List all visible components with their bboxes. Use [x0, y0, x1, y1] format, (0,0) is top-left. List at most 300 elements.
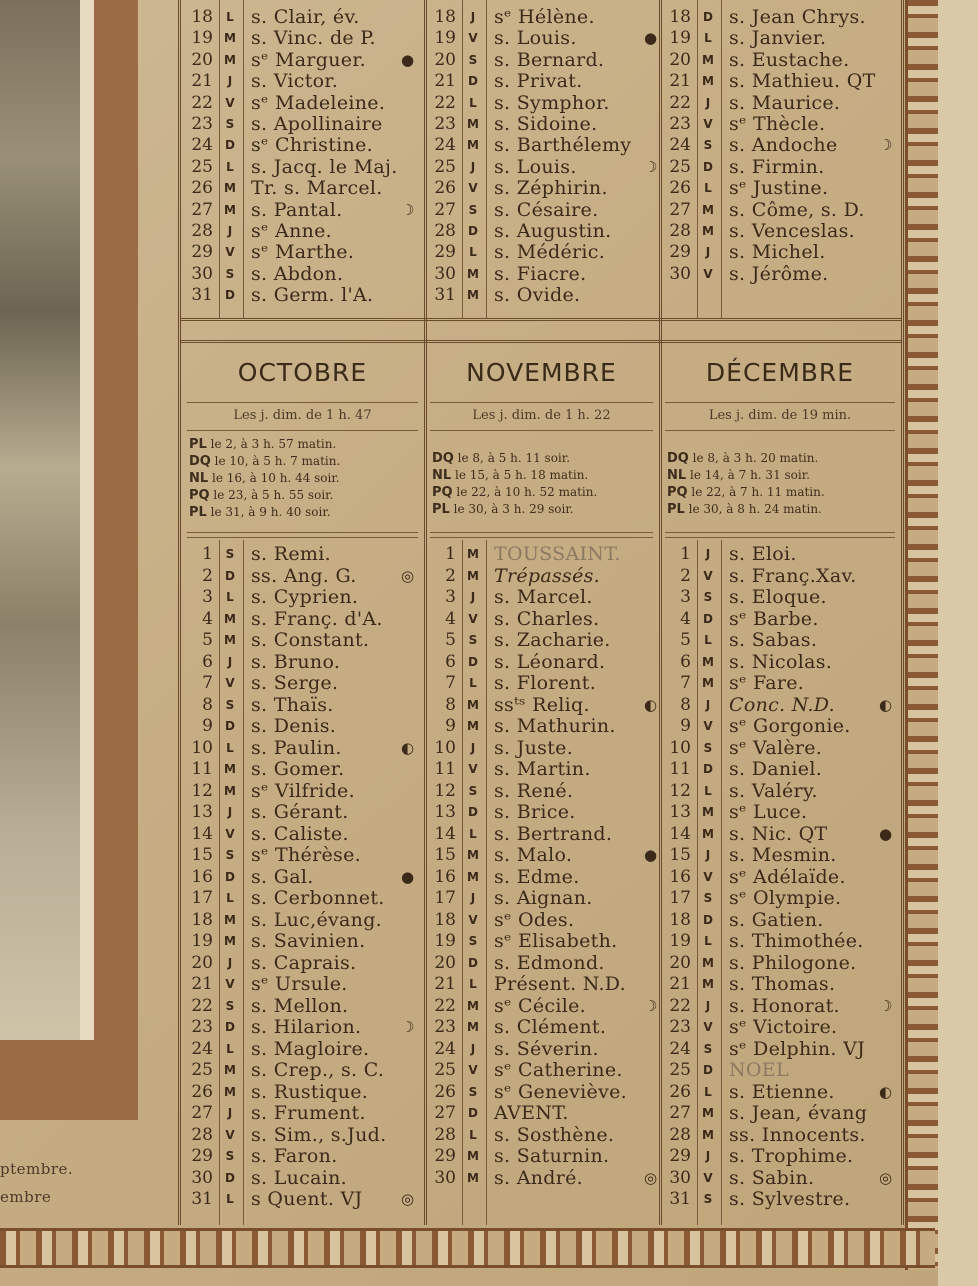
phase-code: PL [432, 502, 450, 517]
moon-phase-icon: ☽ [401, 200, 415, 219]
day-number: 5 [680, 630, 691, 650]
saint-name: sᵉ Delphin. VJ [729, 1037, 866, 1060]
month-row [667, 1081, 902, 1103]
saint-name: sᵉ Luce. [729, 801, 808, 823]
weekday-letter: M [702, 224, 714, 238]
top-row [189, 113, 424, 135]
day-number: 23 [434, 114, 456, 134]
moon-phase-icon: ● [401, 867, 415, 886]
saint-name: s. Bertrand. [494, 822, 613, 845]
weekday-letter: V [468, 912, 478, 927]
day-number: 1 [445, 544, 456, 564]
day-number: 1 [202, 544, 213, 564]
day-number: 27 [191, 199, 213, 220]
weekday-letter: M [467, 998, 479, 1013]
month-row [189, 1167, 424, 1189]
month-row [432, 629, 667, 651]
top-row [189, 49, 424, 71]
weekday-letter: V [468, 762, 478, 776]
month-row [432, 823, 667, 845]
phase-time: le 16, à 10 h. 44 soir. [212, 471, 340, 485]
weekday-letter: M [224, 181, 236, 196]
saint-name: s. Malo. [494, 844, 573, 866]
top-row [667, 134, 902, 156]
weekday-letter: M [702, 202, 714, 217]
day-number: 26 [191, 1081, 213, 1102]
day-number: 23 [669, 1017, 691, 1037]
saint-name: s. Rustique. [251, 1080, 369, 1103]
day-number: 22 [669, 995, 691, 1016]
weekday-letter: S [468, 934, 478, 948]
saint-name: AVENT. [494, 1102, 569, 1124]
month-row [432, 694, 667, 716]
top-row [189, 220, 424, 242]
saint-name: s. Caprais. [251, 951, 357, 974]
top-row [667, 177, 902, 199]
saint-name: s. Trophime. [729, 1145, 854, 1167]
weekday-letter: D [225, 719, 235, 733]
month-title: NOVEMBRE [466, 358, 617, 387]
phase-time: le 8, à 5 h. 11 soir. [457, 451, 571, 465]
saint-name: sᵉ Thècle. [729, 113, 826, 135]
saint-name: s. Privat. [494, 70, 583, 93]
weekday-letter: L [226, 740, 234, 755]
saint-name: s. Clair, év. [251, 6, 360, 28]
phase-code: PQ [432, 485, 453, 500]
month-row [432, 1081, 667, 1103]
saint-name: s. Faron. [251, 1145, 338, 1167]
saint-name: sᵉ Vilfride. [251, 779, 355, 802]
saint-name: s. Andoche [729, 134, 838, 157]
weekday-letter: D [703, 611, 713, 626]
top-row [667, 6, 902, 28]
top-row [432, 6, 667, 28]
weekday-letter: S [468, 52, 478, 67]
daylen-rule [430, 430, 653, 431]
top-row [189, 92, 424, 114]
weekday-letter: L [469, 1127, 477, 1142]
weekday-letter: S [703, 138, 713, 153]
phase-code: DQ [189, 454, 211, 469]
saint-name: s. Bruno. [251, 650, 341, 673]
saint-name: s. Médéric. [494, 241, 606, 264]
weekday-letter: V [703, 568, 713, 583]
moon-phase-icon: ◎ [879, 1168, 893, 1187]
saint-name: s. Séverin. [494, 1037, 599, 1060]
day-number: 28 [191, 221, 213, 241]
day-number: 16 [669, 866, 691, 887]
month-row [667, 1167, 902, 1189]
day-number: 14 [191, 823, 213, 844]
day-number: 7 [445, 673, 456, 693]
moon-phase-icon: ● [644, 29, 658, 48]
weekday-letter: M [702, 977, 714, 991]
day-number: 26 [434, 1081, 456, 1102]
month-row [432, 952, 667, 974]
weekday-letter: L [469, 245, 477, 260]
month-row [432, 866, 667, 888]
moon-phase-line [667, 484, 825, 501]
saint-name: s. Daniel. [729, 758, 823, 780]
day-number: 19 [191, 931, 213, 951]
saint-name: s. Abdon. [251, 262, 344, 285]
day-number: 29 [669, 242, 691, 263]
phase-code: PL [189, 505, 207, 520]
weekday-letter: M [224, 762, 236, 776]
month-row [189, 780, 424, 802]
day-number: 3 [445, 587, 456, 607]
top-row [432, 27, 667, 49]
day-number: 17 [434, 888, 456, 908]
saint-name: s. Constant. [251, 629, 370, 651]
day-number: 15 [434, 845, 456, 865]
saint-name: sᵉ Barbe. [729, 607, 819, 630]
day-number: 9 [680, 716, 691, 736]
saint-name: sᵉ Marthe. [251, 241, 355, 264]
month-row [667, 629, 902, 651]
moon-phase-line [189, 504, 340, 521]
month-row [667, 586, 902, 608]
phases-rule [430, 532, 653, 533]
saint-name: s. Victor. [251, 70, 339, 93]
saint-name: s. Janvier. [729, 27, 827, 50]
day-number: 6 [202, 651, 213, 672]
day-number: 9 [202, 716, 213, 736]
phases-rule-2 [187, 537, 418, 538]
day-number: 25 [669, 1060, 691, 1080]
top-section-rule [181, 318, 901, 321]
weekday-letter: S [703, 590, 713, 604]
day-number: 15 [191, 845, 213, 865]
saint-name: NOEL [729, 1059, 789, 1081]
top-row [432, 49, 667, 71]
saint-name: Tr. s. Marcel. [251, 177, 383, 200]
phase-time: le 2, à 3 h. 57 matin. [210, 437, 337, 451]
weekday-letter: D [468, 224, 478, 238]
month-row [189, 823, 424, 845]
month-row [189, 758, 424, 780]
month-row [432, 909, 667, 931]
top-row [667, 199, 902, 221]
month-row [432, 1167, 667, 1189]
day-number: 13 [434, 802, 456, 822]
weekday-letter: L [469, 826, 477, 841]
top-row [667, 27, 902, 49]
saint-name: s. Barthélemy [494, 134, 632, 157]
weekday-letter: V [468, 1063, 478, 1077]
phase-time: le 10, à 5 h. 7 matin. [214, 454, 341, 468]
weekday-letter: S [225, 848, 235, 862]
top-row [667, 49, 902, 71]
day-number: 19 [669, 931, 691, 951]
moon-phase-icon: ● [401, 50, 415, 69]
day-number: 28 [434, 1124, 456, 1145]
weekday-letter: M [467, 568, 479, 583]
top-row [667, 92, 902, 114]
weekday-letter: M [702, 955, 714, 970]
weekday-letter: M [224, 783, 236, 798]
day-number: 22 [191, 92, 213, 113]
moon-phase-icon: ☽ [644, 157, 658, 176]
saint-name: s. Sylvestre. [729, 1188, 851, 1210]
saint-name: sᵉ Ursule. [251, 973, 348, 995]
month-row [667, 801, 902, 823]
day-number: 26 [669, 178, 691, 199]
month-row [189, 1059, 424, 1081]
weekday-letter: S [225, 266, 235, 281]
day-number: 13 [191, 802, 213, 822]
weekday-letter: M [702, 805, 714, 819]
moon-phases [189, 436, 340, 521]
weekday-letter: S [468, 1084, 478, 1099]
saint-name: s. Mesmin. [729, 844, 837, 866]
month-row [667, 1038, 902, 1060]
weekday-letter: D [703, 912, 713, 927]
weekday-letter: D [468, 955, 478, 970]
daylen-rule [187, 430, 418, 431]
weekday-letter: L [704, 934, 712, 948]
day-number: 23 [434, 1017, 456, 1037]
weekday-letter: S [225, 998, 235, 1013]
phases-rule [187, 532, 418, 533]
month-row [432, 586, 667, 608]
day-number: 27 [434, 199, 456, 220]
day-number: 18 [434, 909, 456, 930]
day-number: 29 [191, 1146, 213, 1166]
month-row [667, 737, 902, 759]
saint-name: s. Jacq. le Maj. [251, 155, 398, 178]
month-row [667, 823, 902, 845]
weekday-letter: J [705, 95, 711, 110]
weekday-letter: L [226, 891, 234, 905]
day-column-rule [462, 0, 463, 318]
day-number: 24 [434, 1038, 456, 1059]
weekday-letter: M [224, 31, 236, 46]
weekday-letter: J [470, 10, 476, 24]
weekday-letter: S [703, 1041, 713, 1056]
saint-name: s. Franç. d'A. [251, 607, 383, 630]
day-number: 23 [191, 1017, 213, 1037]
caption-line-2: embre [0, 1188, 52, 1206]
weekday-letter: L [226, 590, 234, 604]
saint-name: s. Côme, s. D. [729, 198, 865, 221]
top-row [189, 6, 424, 28]
month-row [667, 1102, 902, 1124]
saint-name: s. Remi. [251, 543, 331, 565]
weekday-letter: M [467, 719, 479, 733]
saint-name: s. Germ. l'A. [251, 284, 374, 307]
day-number: 24 [669, 1038, 691, 1059]
moon-phases [667, 450, 825, 518]
weekday-letter: J [227, 955, 233, 970]
month-row [189, 887, 424, 909]
saint-name: s. Firmin. [729, 155, 825, 178]
weekday-letter: J [705, 547, 711, 561]
phase-code: DQ [667, 451, 689, 466]
month-row [432, 1038, 667, 1060]
month-row [189, 737, 424, 759]
saint-name: sᵉ Elisabeth. [494, 930, 618, 952]
phase-code: PQ [667, 485, 688, 500]
day-number: 27 [191, 1103, 213, 1123]
weekday-letter: V [468, 31, 478, 46]
weekday-letter: L [469, 676, 477, 690]
day-number: 10 [191, 737, 213, 758]
weekday-letter: M [467, 697, 479, 712]
weekday-letter: M [702, 52, 714, 67]
day-column-rule [219, 0, 220, 318]
top-row [189, 241, 424, 263]
saint-name: s. René. [494, 779, 574, 802]
day-number: 10 [669, 737, 691, 758]
saint-name: s. Florent. [494, 672, 597, 694]
day-number: 7 [202, 673, 213, 693]
top-row [432, 134, 667, 156]
day-number: 23 [669, 114, 691, 134]
saint-name: s. Magloire. [251, 1037, 370, 1060]
month-row [432, 780, 667, 802]
saint-name: ss. Innocents. [729, 1123, 866, 1146]
weekday-column-rule [486, 0, 487, 318]
weekday-letter: S [468, 202, 478, 217]
day-number: 28 [191, 1124, 213, 1145]
day-number: 29 [669, 1146, 691, 1166]
weekday-letter: V [225, 977, 235, 991]
weekday-letter: L [226, 1041, 234, 1056]
moon-phase-line [667, 450, 825, 467]
month-section-rule [181, 340, 901, 343]
saint-name: Trépassés. [494, 564, 601, 587]
month-row [189, 930, 424, 952]
day-number: 28 [669, 221, 691, 241]
top-row [667, 220, 902, 242]
saint-name: s. Luc,évang. [251, 908, 383, 931]
saint-name: s. Clément. [494, 1016, 607, 1038]
month-row [432, 887, 667, 909]
phase-code: PQ [189, 488, 210, 503]
moon-phase-icon: ◐ [879, 1082, 893, 1101]
weekday-letter: M [224, 611, 236, 626]
day-number: 18 [669, 909, 691, 930]
saint-name: s. Nicolas. [729, 650, 833, 673]
weekday-letter: D [703, 10, 713, 24]
saint-name: s. Jean, évang [729, 1102, 868, 1124]
saint-name: s. Edme. [494, 865, 580, 888]
month-row [667, 973, 902, 995]
weekday-letter: S [225, 697, 235, 712]
month-row [667, 995, 902, 1017]
caption-line-1: ptembre. [0, 1160, 74, 1178]
top-row [432, 177, 667, 199]
day-number: 31 [669, 1189, 691, 1209]
weekday-letter: V [468, 181, 478, 196]
day-number: 29 [191, 242, 213, 263]
month-title: OCTOBRE [237, 358, 368, 387]
month-row [432, 1145, 667, 1167]
day-number: 27 [434, 1103, 456, 1123]
weekday-letter: M [702, 1127, 714, 1142]
weekday-letter: J [705, 1149, 711, 1163]
phases-rule-2 [665, 537, 895, 538]
day-number: 17 [669, 888, 691, 908]
day-number: 20 [191, 49, 213, 70]
weekday-letter: V [225, 245, 235, 260]
weekday-letter: J [227, 654, 233, 669]
saint-name: s. Nic. QT [729, 822, 828, 845]
month-row [667, 780, 902, 802]
weekday-letter: M [702, 826, 714, 841]
day-number: 27 [669, 199, 691, 220]
day-number: 30 [191, 1167, 213, 1188]
day-number: 8 [202, 694, 213, 715]
month-row [189, 909, 424, 931]
weekday-letter: D [225, 138, 235, 153]
saint-name: s. Juste. [494, 736, 574, 759]
saint-name: s. Eloi. [729, 543, 797, 565]
saint-name: s. Martin. [494, 758, 591, 780]
weekday-letter: V [225, 1127, 235, 1142]
weekday-letter: L [704, 181, 712, 196]
month-row [189, 543, 424, 565]
saint-name: s. Augustin. [494, 220, 612, 242]
saint-name: sᵉ Thérèse. [251, 844, 361, 866]
day-number: 20 [669, 49, 691, 70]
moon-phase-line [189, 470, 340, 487]
phase-time: le 30, à 3 h. 29 soir. [453, 502, 574, 516]
weekday-letter: V [703, 869, 713, 884]
month-row [667, 909, 902, 931]
saint-name: s. Paulin. [251, 736, 342, 759]
saint-name: s. Jean Chrys. [729, 6, 866, 28]
day-number: 16 [434, 866, 456, 887]
day-number: 23 [191, 114, 213, 134]
top-row [432, 156, 667, 178]
month-row [189, 995, 424, 1017]
weekday-column-rule [721, 0, 722, 318]
day-number: 21 [191, 974, 213, 994]
saint-name: s. Brice. [494, 801, 576, 823]
day-number: 7 [680, 673, 691, 693]
day-number: 26 [191, 178, 213, 199]
weekday-letter: M [224, 1084, 236, 1099]
month-row [432, 995, 667, 1017]
weekday-letter: V [703, 1020, 713, 1034]
day-number: 25 [669, 156, 691, 177]
phase-time: le 8, à 3 h. 20 matin. [692, 451, 819, 465]
saint-name: s Quent. VJ [251, 1188, 363, 1210]
phase-time: le 22, à 10 h. 52 matin. [456, 485, 598, 499]
saint-name: s. Philogone. [729, 951, 857, 974]
phase-time: le 30, à 8 h. 24 matin. [688, 502, 822, 516]
month-row [189, 629, 424, 651]
saint-name: s. Symphor. [494, 91, 610, 114]
photo-mat [80, 0, 94, 1040]
month-row [189, 1124, 424, 1146]
day-number: 19 [669, 28, 691, 49]
day-number: 6 [445, 651, 456, 672]
weekday-letter: L [704, 1084, 712, 1099]
day-number: 25 [434, 156, 456, 177]
month-row [189, 651, 424, 673]
saint-name: sᵉ Odes. [494, 908, 575, 931]
month-row [432, 758, 667, 780]
top-row [667, 241, 902, 263]
weekday-letter: M [702, 676, 714, 690]
day-number: 1 [680, 544, 691, 564]
day-length-note: Les j. dim. de 1 h. 22 [472, 408, 611, 423]
top-row [432, 284, 667, 306]
saint-name: s. Denis. [251, 715, 337, 737]
